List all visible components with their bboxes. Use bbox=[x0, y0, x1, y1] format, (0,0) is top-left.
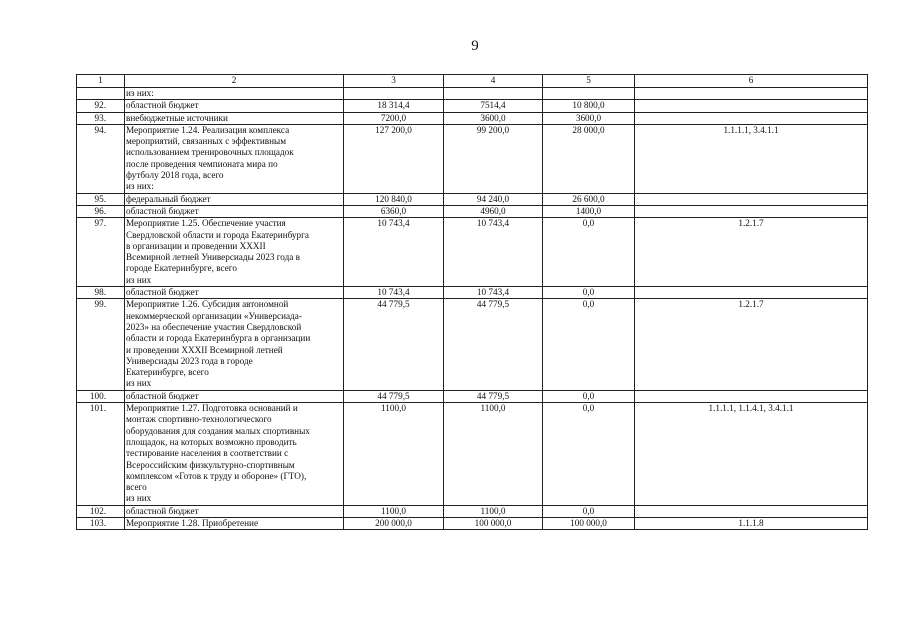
row-description bbox=[125, 124, 344, 193]
description-line: 2023» на обеспечение участия Свердловской bbox=[126, 321, 302, 332]
row-number: 102. bbox=[77, 505, 125, 517]
table-row bbox=[77, 299, 868, 390]
description-line: из них: bbox=[126, 88, 154, 98]
description-line: после проведения чемпионата мира по bbox=[126, 158, 278, 169]
row-number: 96. bbox=[77, 205, 125, 217]
description-line: оборудования для создания малых спортивных bbox=[126, 425, 310, 436]
table-row bbox=[77, 403, 868, 506]
amount-col-5: 0,0 bbox=[543, 505, 635, 517]
amount-col-5: 28 000,0 bbox=[543, 124, 635, 193]
row-number: 101. bbox=[77, 403, 125, 506]
description-line: из них: bbox=[126, 181, 154, 192]
row-description bbox=[125, 193, 344, 205]
row-number: 93. bbox=[77, 112, 125, 124]
amount-col-4: 44 779,5 bbox=[444, 299, 543, 390]
table-row bbox=[77, 205, 868, 217]
table-row bbox=[77, 287, 868, 299]
description-line: из них bbox=[126, 378, 152, 389]
target-indicators: 1.1.1.1, 3.4.1.1 bbox=[635, 124, 868, 193]
target-indicators: 1.2.1.7 bbox=[635, 218, 868, 287]
row-number: 97. bbox=[77, 218, 125, 287]
amount-col-5: 26 600,0 bbox=[543, 193, 635, 205]
row-number bbox=[77, 88, 125, 100]
amount-total: 18 314,4 bbox=[344, 100, 444, 112]
amount-total: 1100,0 bbox=[344, 403, 444, 506]
header-cell: 2 bbox=[125, 75, 344, 88]
description-line: внебюджетные источники bbox=[126, 112, 228, 123]
amount-total: 10 743,4 bbox=[344, 218, 444, 287]
row-description bbox=[125, 112, 344, 124]
amount-total: 120 840,0 bbox=[344, 193, 444, 205]
description-line: Екатеринбурге, всего bbox=[126, 367, 209, 378]
table-row bbox=[77, 218, 868, 287]
row-description bbox=[125, 287, 344, 299]
amount-col-4: 99 200,0 bbox=[444, 124, 543, 193]
row-number: 103. bbox=[77, 517, 125, 529]
page-number: 9 bbox=[471, 38, 479, 54]
row-number: 100. bbox=[77, 390, 125, 402]
amount-total: 6360,0 bbox=[344, 205, 444, 217]
row-description bbox=[125, 218, 344, 287]
row-description bbox=[125, 390, 344, 402]
target-indicators: 1.1.1.8 bbox=[635, 517, 868, 529]
description-line: некоммерческой организации «Универсиада- bbox=[126, 310, 302, 321]
header-cell: 4 bbox=[444, 75, 543, 88]
header-row bbox=[77, 75, 868, 88]
amount-col-5: 10 800,0 bbox=[543, 100, 635, 112]
table-row bbox=[77, 100, 868, 112]
description-line: областной бюджет bbox=[126, 390, 199, 401]
row-description bbox=[125, 299, 344, 390]
amount-col-4: 4960,0 bbox=[444, 205, 543, 217]
target-indicators bbox=[635, 505, 868, 517]
description-line: области и города Екатеринбурга в организации bbox=[126, 333, 311, 344]
row-number: 98. bbox=[77, 287, 125, 299]
description-line: Всемирной летней Универсиады 2023 года в bbox=[126, 252, 300, 263]
table-row bbox=[77, 505, 868, 517]
amount-col-4: 44 779,5 bbox=[444, 390, 543, 402]
amount-col-5: 0,0 bbox=[543, 287, 635, 299]
description-line: Мероприятие 1.28. Приобретение bbox=[126, 517, 259, 528]
amount-total: 7200,0 bbox=[344, 112, 444, 124]
amount-col-5: 0,0 bbox=[543, 299, 635, 390]
row-description bbox=[125, 505, 344, 517]
description-line: комплексом «Готов к труду и обороне» (ГТО), bbox=[126, 470, 307, 481]
table-row bbox=[77, 517, 868, 529]
row-number: 95. bbox=[77, 193, 125, 205]
description-line: всего bbox=[126, 482, 147, 493]
table-row bbox=[77, 124, 868, 193]
description-line: Мероприятие 1.27. Подготовка оснований и bbox=[126, 403, 298, 414]
target-indicators bbox=[635, 205, 868, 217]
header-cell: 1 bbox=[77, 75, 125, 88]
description-line: Мероприятие 1.24. Реализация комплекса bbox=[126, 124, 290, 135]
amount-col-4: 94 240,0 bbox=[444, 193, 543, 205]
description-line: Мероприятие 1.26. Субсидия автономной bbox=[126, 299, 289, 310]
row-description bbox=[125, 517, 344, 529]
description-line: футболу 2018 года, всего bbox=[126, 170, 224, 181]
target-indicators bbox=[635, 287, 868, 299]
description-line: областной бюджет bbox=[126, 205, 199, 216]
amount-col-5: 1400,0 bbox=[543, 205, 635, 217]
description-line: городе Екатеринбурге, всего bbox=[126, 263, 237, 274]
amount-col-5 bbox=[543, 88, 635, 100]
amount-total: 44 779,5 bbox=[344, 299, 444, 390]
amount-col-4: 10 743,4 bbox=[444, 218, 543, 287]
amount-total: 127 200,0 bbox=[344, 124, 444, 193]
description-line: монтаж спортивно-технологического bbox=[126, 414, 272, 425]
row-description bbox=[125, 205, 344, 217]
description-line: использованием тренировочных площадок bbox=[126, 147, 294, 158]
amount-total bbox=[344, 88, 444, 100]
table-row bbox=[77, 193, 868, 205]
amount-col-4 bbox=[444, 88, 543, 100]
description-line: мероприятий, связанных с эффективным bbox=[126, 136, 287, 147]
description-line: областной бюджет bbox=[126, 505, 199, 516]
amount-total: 1100,0 bbox=[344, 505, 444, 517]
target-indicators bbox=[635, 193, 868, 205]
row-number: 99. bbox=[77, 299, 125, 390]
amount-col-4: 100 000,0 bbox=[444, 517, 543, 529]
description-line: из них bbox=[126, 493, 152, 504]
description-line: Всероссийским физкультурно-спортивным bbox=[126, 459, 295, 470]
target-indicators bbox=[635, 390, 868, 402]
description-line: Свердловской области и города Екатеринбурга bbox=[126, 229, 309, 240]
target-indicators: 1.2.1.7 bbox=[635, 299, 868, 390]
description-line: федеральный бюджет bbox=[126, 193, 211, 204]
row-description bbox=[125, 100, 344, 112]
amount-total: 200 000,0 bbox=[344, 517, 444, 529]
description-line: и проведении XXXII Всемирной летней bbox=[126, 344, 283, 355]
amount-col-5: 100 000,0 bbox=[543, 517, 635, 529]
description-line: областной бюджет bbox=[126, 287, 199, 298]
description-line: в организации и проведении XXXII bbox=[126, 240, 266, 251]
table-row bbox=[77, 112, 868, 124]
target-indicators bbox=[635, 100, 868, 112]
description-line: из них bbox=[126, 274, 152, 285]
target-indicators bbox=[635, 88, 868, 100]
amount-col-5: 0,0 bbox=[543, 403, 635, 506]
row-description bbox=[125, 403, 344, 506]
amount-col-5: 3600,0 bbox=[543, 112, 635, 124]
target-indicators: 1.1.1.1, 1.1.4.1, 3.4.1.1 bbox=[635, 403, 868, 506]
table-row bbox=[77, 88, 868, 100]
description-line: Универсиады 2023 года в городе bbox=[126, 355, 253, 366]
amount-total: 10 743,4 bbox=[344, 287, 444, 299]
description-line: тестирование населения в соответствии с bbox=[126, 448, 289, 459]
target-indicators bbox=[635, 112, 868, 124]
amount-col-4: 7514,4 bbox=[444, 100, 543, 112]
header-cell: 6 bbox=[635, 75, 868, 88]
row-description bbox=[125, 88, 344, 100]
header-cell: 3 bbox=[344, 75, 444, 88]
table-row bbox=[77, 390, 868, 402]
amount-col-4: 10 743,4 bbox=[444, 287, 543, 299]
description-line: Мероприятие 1.25. Обеспечение участия bbox=[126, 218, 286, 229]
amount-col-5: 0,0 bbox=[543, 218, 635, 287]
budget-table bbox=[76, 74, 868, 530]
amount-col-5: 0,0 bbox=[543, 390, 635, 402]
amount-total: 44 779,5 bbox=[344, 390, 444, 402]
amount-col-4: 3600,0 bbox=[444, 112, 543, 124]
amount-col-4: 1100,0 bbox=[444, 403, 543, 506]
amount-col-4: 1100,0 bbox=[444, 505, 543, 517]
description-line: площадок, на которых возможно проводить bbox=[126, 436, 297, 447]
row-number: 92. bbox=[77, 100, 125, 112]
description-line: областной бюджет bbox=[126, 100, 199, 111]
header-cell: 5 bbox=[543, 75, 635, 88]
row-number: 94. bbox=[77, 124, 125, 193]
